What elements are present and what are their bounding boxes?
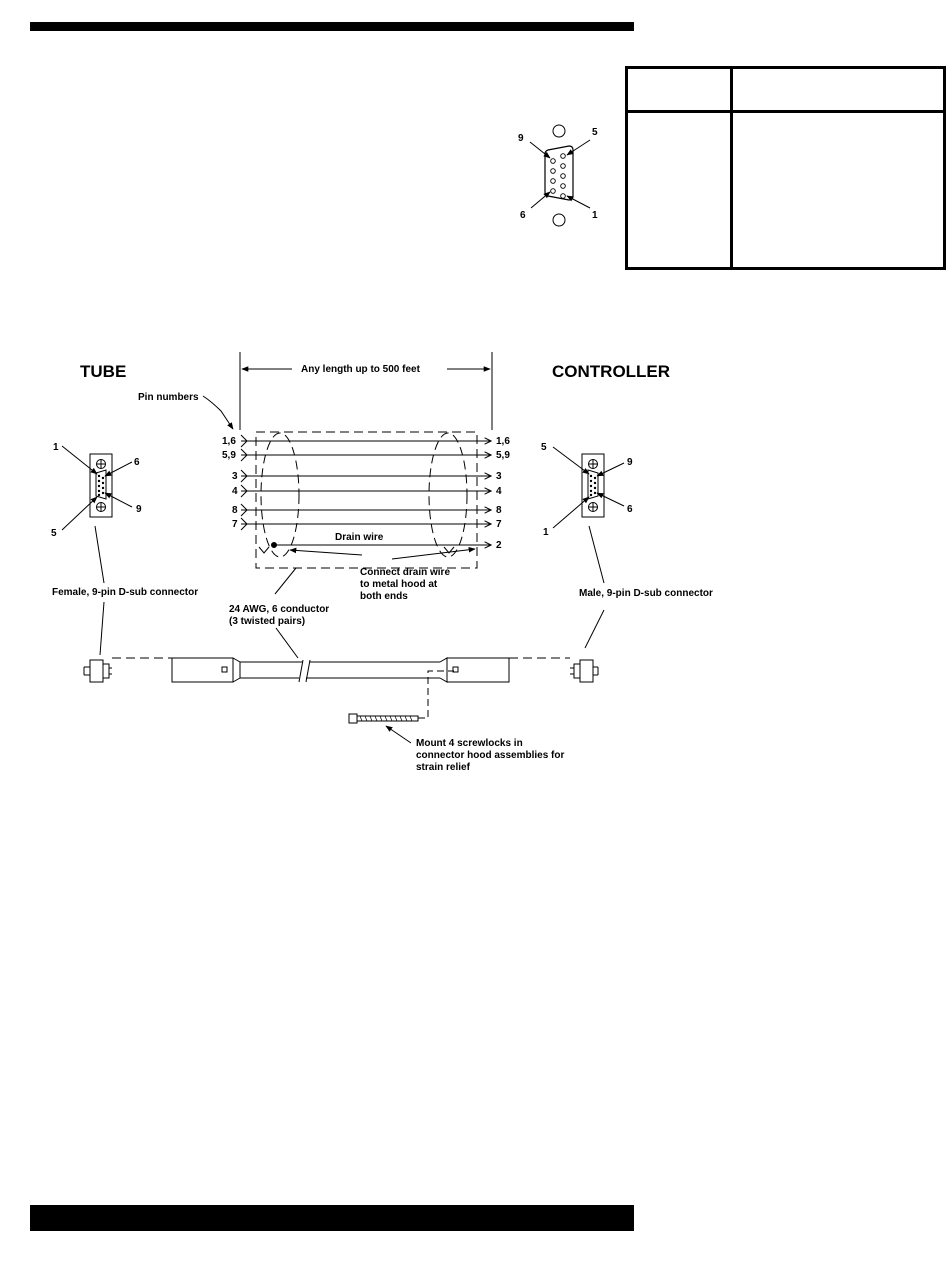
hood-mark-left — [259, 547, 269, 553]
tube-connector-face — [51, 442, 142, 539]
controller-side-leader — [585, 610, 604, 648]
wire-left-label: 8 — [232, 505, 238, 516]
pinout-pin-1: 1 — [592, 210, 598, 221]
wire-right-label: 8 — [496, 505, 502, 516]
wire-3 — [232, 470, 502, 482]
tube-pin-9: 9 — [136, 504, 142, 515]
wire-left-label: 1,6 — [222, 436, 236, 447]
controller-connector-face — [541, 442, 633, 538]
wire-right-label: 1,6 — [496, 436, 510, 447]
drain-note-line: Connect drain wire — [360, 567, 451, 578]
controller-pin-6: 6 — [627, 504, 633, 515]
screwlock-leader — [386, 726, 411, 743]
wire-left-label: 4 — [232, 486, 238, 497]
db9-pinout-diagram — [518, 125, 598, 226]
wire-right-label: 4 — [496, 486, 502, 497]
pinout-pin-9: 9 — [518, 133, 524, 144]
controller-connector-leader — [589, 526, 604, 583]
controller-connector-label: Male, 9-pin D-sub connector — [579, 588, 713, 599]
drain-note-line: both ends — [360, 591, 408, 602]
wire-left-label: 3 — [232, 471, 238, 482]
wire-6 — [232, 518, 502, 530]
controller-pin-9: 9 — [627, 457, 633, 468]
screwlock-note-line: connector hood assemblies for — [416, 750, 565, 761]
drain-wire — [272, 532, 503, 551]
cable-label-leader — [275, 568, 296, 594]
screwlock-note — [416, 738, 564, 773]
wire-left-label: 5,9 — [222, 450, 236, 461]
pinout-pin-5: 5 — [592, 127, 598, 138]
cable-pointer — [276, 628, 298, 658]
pinout-pin-6: 6 — [520, 210, 526, 221]
wire-4 — [232, 485, 502, 497]
tube-title: TUBE — [80, 362, 127, 381]
screwlock-icon — [349, 714, 418, 723]
controller-pin-1: 1 — [543, 527, 549, 538]
cable-assembly — [84, 658, 598, 682]
wire-1 — [222, 435, 510, 447]
wire-2 — [222, 449, 510, 461]
drain-note-line: to metal hood at — [360, 579, 438, 590]
length-label: Any length up to 500 feet — [301, 364, 420, 375]
drain-note — [360, 567, 450, 602]
tube-connector-leader — [95, 526, 104, 583]
wire-right-label: 7 — [496, 519, 502, 530]
tube-connector-label: Female, 9-pin D-sub connector — [52, 587, 199, 598]
controller-title: CONTROLLER — [552, 362, 671, 381]
drain-pin-label: 2 — [496, 540, 502, 551]
pin-numbers-leader — [203, 396, 233, 429]
wire-left-label: 7 — [232, 519, 238, 530]
twist-marker-right — [429, 433, 467, 557]
wire-right-label: 3 — [496, 471, 502, 482]
length-dimension — [240, 352, 492, 430]
tube-side-leader — [100, 602, 104, 655]
screwlock-note-line: strain relief — [416, 762, 470, 773]
drain-wire-label: Drain wire — [335, 532, 384, 543]
pin-numbers-label: Pin numbers — [138, 392, 199, 403]
wire-5 — [232, 504, 502, 516]
cable-label-line: (3 twisted pairs) — [229, 616, 306, 627]
tube-pin-6: 6 — [134, 457, 140, 468]
screwlock-note-line: Mount 4 screwlocks in — [416, 738, 523, 749]
cable-label-line: 24 AWG, 6 conductor — [229, 604, 330, 615]
controller-pin-5: 5 — [541, 442, 547, 453]
tube-pin-1: 1 — [53, 442, 59, 453]
wire-right-label: 5,9 — [496, 450, 510, 461]
tube-pin-5: 5 — [51, 528, 57, 539]
twist-marker-left — [261, 433, 299, 557]
